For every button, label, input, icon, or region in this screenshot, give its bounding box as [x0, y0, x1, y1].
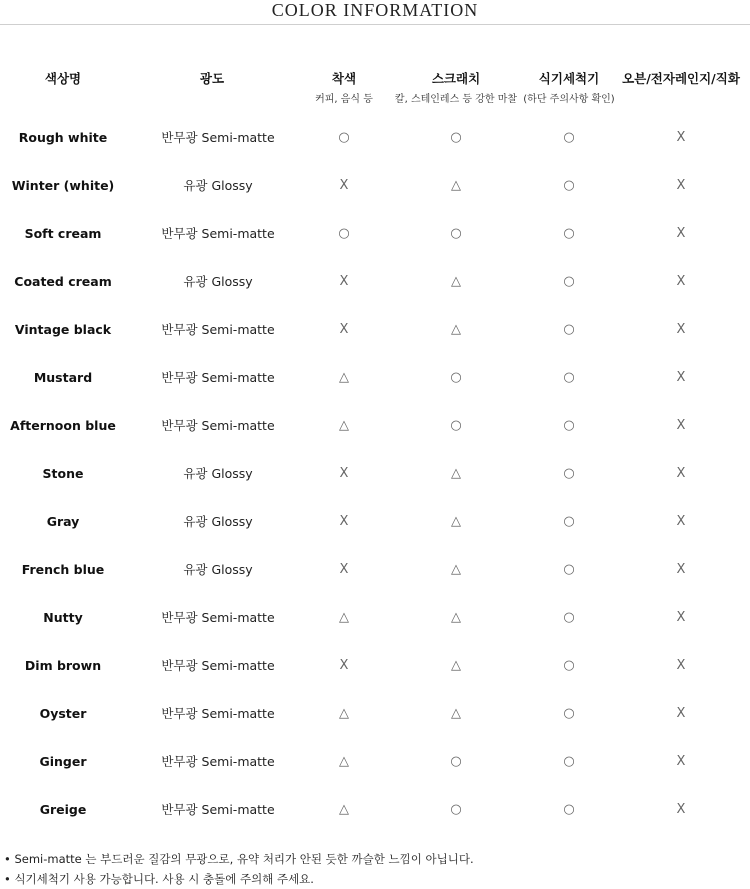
scratch-rating: △	[451, 658, 461, 673]
gloss-level: 반무광 Semi-matte	[161, 226, 275, 241]
stain-rating: X	[339, 514, 349, 529]
header-sublabel: (하단 주의사항 확인)	[523, 94, 615, 105]
gloss-level: 유광 Glossy	[183, 562, 253, 577]
gloss-level: 유광 Glossy	[183, 178, 253, 193]
dishwasher-rating: ○	[563, 562, 575, 577]
scratch-rating: ○	[450, 130, 462, 145]
table-row	[0, 320, 750, 340]
gloss-level: 반무광 Semi-matte	[161, 610, 275, 625]
header-label: 색상명	[44, 71, 82, 86]
stain-rating: △	[339, 418, 349, 433]
oven-rating: X	[676, 802, 686, 817]
header-label: 오븐/전자레인지/직화	[622, 71, 740, 86]
dishwasher-rating: ○	[563, 802, 575, 817]
stain-rating: X	[339, 322, 349, 337]
scratch-rating: ○	[450, 418, 462, 433]
header-scratch	[395, 70, 517, 107]
stain-rating: △	[339, 370, 349, 385]
dishwasher-rating: ○	[563, 754, 575, 769]
oven-rating: X	[676, 322, 686, 337]
oven-rating: X	[676, 562, 686, 577]
table-row	[0, 416, 750, 436]
table-row	[0, 176, 750, 196]
gloss-level: 유광 Glossy	[183, 466, 253, 481]
oven-rating: X	[676, 370, 686, 385]
oven-rating: X	[676, 466, 686, 481]
dishwasher-rating: ○	[563, 466, 575, 481]
stain-rating: ○	[338, 226, 350, 241]
gloss-level: 유광 Glossy	[183, 274, 253, 289]
color-name: Soft cream	[24, 226, 102, 241]
color-name: Gray	[46, 514, 80, 529]
table-row	[0, 656, 750, 676]
header-label: 스크래치	[431, 71, 481, 86]
table-row	[0, 272, 750, 292]
table-row	[0, 512, 750, 532]
notes	[4, 849, 474, 889]
color-name: Rough white	[18, 130, 108, 145]
oven-rating: X	[676, 178, 686, 193]
table-row	[0, 608, 750, 628]
table-row	[0, 224, 750, 244]
stain-rating: △	[339, 706, 349, 721]
header-oven	[622, 70, 740, 88]
gloss-level: 반무광 Semi-matte	[161, 706, 275, 721]
header-dishwasher	[523, 70, 614, 107]
dishwasher-rating: ○	[563, 274, 575, 289]
stain-rating: X	[339, 178, 349, 193]
scratch-rating: △	[451, 322, 461, 337]
color-name: Vintage black	[14, 322, 112, 337]
oven-rating: X	[676, 274, 686, 289]
scratch-rating: △	[451, 466, 461, 481]
scratch-rating: △	[451, 562, 461, 577]
color-name: Nutty	[43, 610, 83, 625]
oven-rating: X	[676, 226, 686, 241]
color-name: Coated cream	[14, 274, 112, 289]
stain-rating: X	[339, 658, 349, 673]
table-row	[0, 800, 750, 820]
note-dishwasher: • 식기세척기 사용 가능합니다. 사용 시 충돌에 주의해 주세요.	[4, 872, 314, 886]
stain-rating: X	[339, 274, 349, 289]
header-label: 광도	[199, 71, 225, 86]
stain-rating: X	[339, 466, 349, 481]
color-name: Oyster	[39, 706, 87, 721]
scratch-rating: △	[451, 274, 461, 289]
scratch-rating: △	[451, 706, 461, 721]
stain-rating: X	[339, 562, 349, 577]
color-name: Stone	[42, 466, 84, 481]
scratch-rating: ○	[450, 226, 462, 241]
dishwasher-rating: ○	[563, 178, 575, 193]
header-staining	[315, 70, 373, 107]
dishwasher-rating: ○	[563, 610, 575, 625]
dishwasher-rating: ○	[563, 706, 575, 721]
header-color-name	[45, 70, 81, 88]
oven-rating: X	[676, 514, 686, 529]
table-row	[0, 704, 750, 724]
table-row	[0, 464, 750, 484]
oven-rating: X	[676, 610, 686, 625]
scratch-rating: ○	[450, 754, 462, 769]
header-sublabel: 커피, 음식 등	[315, 94, 373, 105]
title-divider	[0, 24, 750, 25]
color-name: Dim brown	[24, 658, 102, 673]
page-title: COLOR INFORMATION	[271, 0, 479, 20]
header-label: 식기세척기	[538, 71, 600, 86]
dishwasher-rating: ○	[563, 322, 575, 337]
dishwasher-rating: ○	[563, 658, 575, 673]
gloss-level: 유광 Glossy	[183, 514, 253, 529]
oven-rating: X	[676, 418, 686, 433]
stain-rating: △	[339, 610, 349, 625]
gloss-level: 반무광 Semi-matte	[161, 130, 275, 145]
header-label: 착색	[331, 71, 357, 86]
oven-rating: X	[676, 130, 686, 145]
dishwasher-rating: ○	[563, 418, 575, 433]
dishwasher-rating: ○	[563, 514, 575, 529]
gloss-level: 반무광 Semi-matte	[161, 322, 275, 337]
scratch-rating: △	[451, 610, 461, 625]
gloss-level: 반무광 Semi-matte	[161, 754, 275, 769]
table-row	[0, 752, 750, 772]
color-name: Afternoon blue	[10, 418, 116, 433]
dishwasher-rating: ○	[563, 226, 575, 241]
gloss-level: 반무광 Semi-matte	[161, 418, 275, 433]
oven-rating: X	[676, 706, 686, 721]
color-name: Mustard	[33, 370, 93, 385]
color-name: Ginger	[39, 754, 87, 769]
color-name: French blue	[21, 562, 105, 577]
table-row	[0, 128, 750, 148]
scratch-rating: ○	[450, 802, 462, 817]
gloss-level: 반무광 Semi-matte	[161, 370, 275, 385]
color-name: Greige	[39, 802, 87, 817]
oven-rating: X	[676, 754, 686, 769]
oven-rating: X	[676, 658, 686, 673]
gloss-level: 반무광 Semi-matte	[161, 658, 275, 673]
scratch-rating: △	[451, 514, 461, 529]
gloss-level: 반무광 Semi-matte	[161, 802, 275, 817]
scratch-rating: △	[451, 178, 461, 193]
color-name: Winter (white)	[11, 178, 115, 193]
table-row	[0, 560, 750, 580]
table-row	[0, 368, 750, 388]
header-gloss	[200, 70, 224, 88]
stain-rating: △	[339, 802, 349, 817]
note-semi-matte: • Semi-matte 는 부드러운 질감의 무광으로, 유약 처리가 안된 듯한 까슬한 느낌이 아닙니다.	[4, 852, 474, 866]
header-sublabel: 칼, 스테인레스 등 강한 마찰	[394, 94, 518, 105]
stain-rating: ○	[338, 130, 350, 145]
dishwasher-rating: ○	[563, 130, 575, 145]
dishwasher-rating: ○	[563, 370, 575, 385]
stain-rating: △	[339, 754, 349, 769]
scratch-rating: ○	[450, 370, 462, 385]
